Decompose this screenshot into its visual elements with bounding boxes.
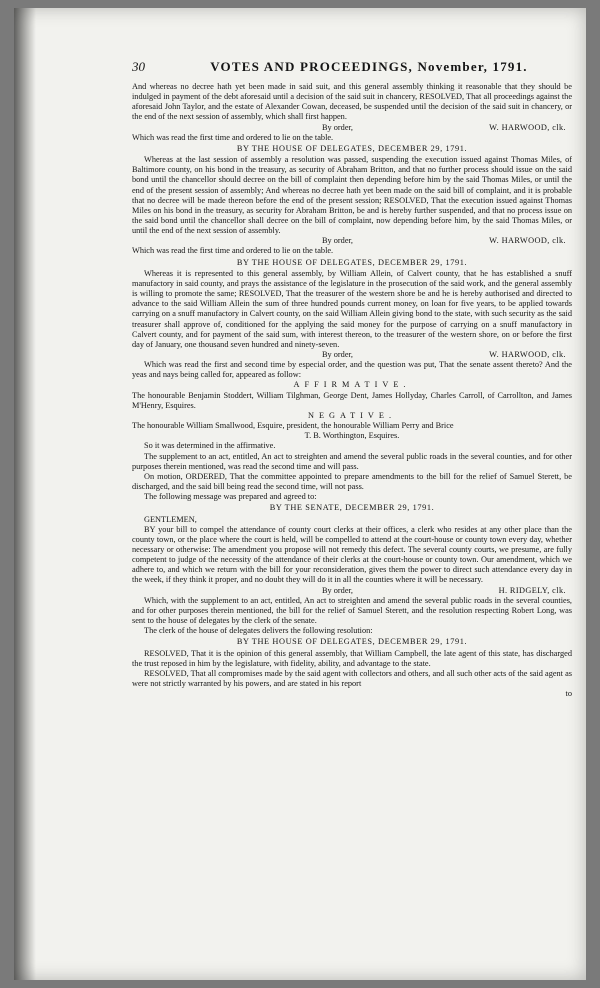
- binding-shadow: [14, 8, 36, 980]
- running-title: VOTES AND PROCEEDINGS, November, 1791.: [210, 59, 528, 74]
- paragraph: The following message was prepared and agreed to:: [144, 492, 317, 502]
- paragraph: Whereas it is represented to this general assembly, by William Allein, of Calvert county, that he has established a snuff manufactory in said county, and prays the assistance of the legislature in the prosecution of the said work, and the general assembly is willing to promote the same; RESOLVED, That the treasurer of the western shore be and he is hereby authorised and directed to advance to the said William Allein the sum of three hundred pounds current money, on loan for five years, to be applied towards carrying on a snuff manufactory in Calvert county, on the said William Allein giving bond to the state, with such security as the said treasurer shall approve of, conditioned for the applying the said money for the purpose of carrying on a snuff manufactory in Calvert county, and for payment of the said sum, with interest thereon, to the treasurer of the western shore, on or before the first day of January, one thousand seven hundred and ninety-seven.: [132, 268, 572, 349]
- catchword: to: [565, 689, 572, 699]
- paragraph: Which, with the supplement to an act, entitled, An act to streighten and amend the several public roads in the several counties, and for other purposes therein mentioned, the bill for the relief of Samuel Sterett, and the resolution respecting Robert Long, was sent to the house of delegates by the clerk of the senate.: [132, 595, 572, 626]
- paragraph: And whereas no decree hath yet been made in said suit, and this general assembly thinking it reasonable that they should be indulged in payment of the debt aforesaid until a decision of the said suit in chancery, RESOLVED, That all proceedings against the aforesaid John Taylor, and the estate of Alexander Cowan, deceased, be suspended until the decision of the said suit in chancery, or the end of the next session of assembly, which shall first happen.: [132, 82, 572, 122]
- signature-line: [132, 123, 572, 133]
- by-order: By order,: [322, 122, 354, 132]
- salutation: GENTLEMEN,: [144, 514, 197, 524]
- affirmative-list: The honourable Benjamin Stoddert, William Tilghman, George Dent, James Hollyday, Charles Carroll, of Carrollton, and James M'Henry, Esquires.: [132, 390, 572, 410]
- page-header: [132, 59, 572, 80]
- negative-list-continued: T. B. Worthington, Esquires.: [304, 431, 400, 441]
- negative-list: The honourable William Smallwood, Esquire, president, the honourable William Perry and Brice: [132, 421, 454, 431]
- paragraph: Whereas at the last session of assembly a resolution was passed, suspending the execution issued against Thomas Miles, of Baltimore county, on his bond in the treasury, as security of Abraham Britton, and that no further process should issue on the said bond until the chancellor should decree on the bill of complaint then depending before him by the said Thomas Miles, or until the end of the present session of assembly; And whereas no decree hath yet been made on the said bill of complaint, and it is probable that no decree will be made thereon before the end of the present session; RESOLVED, That the execution issued against Thomas Miles on his bond in the treasury, as security for Abraham Britton, be and is hereby further suspended, and that no process issue on the said bond until the chancellor shall decree on the bill of complaint, now depending before him, by the said Thomas Miles, or until the end of the next session of assembly.: [132, 155, 572, 236]
- clerk-signature: W. HARWOOD, clk.: [489, 122, 566, 132]
- dateline: BY THE SENATE, DECEMBER 29, 1791.: [269, 503, 435, 513]
- clerk-signature: W. HARWOOD, clk.: [489, 236, 566, 246]
- paragraph: Which was read the first time and ordered to lie on the table.: [132, 246, 334, 256]
- page-number: 30: [132, 59, 145, 74]
- signature-line: [132, 586, 572, 596]
- paragraph: The supplement to an act, entitled, An act to streighten and amend the several public roads in the several counties, and for other purposes therein mentioned, was read the second time and will pass.: [132, 451, 572, 471]
- by-order: By order,: [322, 236, 354, 246]
- paragraph: RESOLVED, That it is the opinion of this general assembly, that William Campbell, the late agent of this state, has discharged the trust reposed in him by the legislature, with fidelity, ability, and advantage to the state.: [132, 648, 572, 668]
- paragraph: So it was determined in the affirmative.: [144, 441, 276, 451]
- signature-line: [132, 350, 572, 360]
- dateline: BY THE HOUSE OF DELEGATES, DECEMBER 29, 1791.: [236, 257, 468, 267]
- paragraph: The clerk of the house of delegates delivers the following resolution:: [144, 626, 373, 636]
- negative-heading: NEGATIVE.: [307, 410, 397, 420]
- signature-line: [132, 236, 572, 246]
- affirmative-heading: AFFIRMATIVE.: [293, 380, 411, 390]
- paragraph: Which was read the first time and ordered to lie on the table.: [132, 132, 334, 142]
- paragraph: BY your bill to compel the attendance of county court clerks at their offices, a clerk who resides at any other place than the county town, or the place where the court is held, will be compelled to attend at the court-house or county town every day, whether necessary or otherwise: The amendment you propose will not remedy this defect. The several county courts, we presume, are fully competent to judge of the necessity of the attendance of their clerks at the court-house or county town. Our amendment, which we adhere to, and which we return with the bill for your reconsideration, gives them the power to direct such attendance every day in the week, if they think it proper, and no doubt they will do it in all the counties where it will be necessary.: [132, 524, 572, 585]
- paragraph: On motion, ORDERED, That the committee appointed to prepare amendments to the bill for the relief of Samuel Sterett, be discharged, and the said bill being read the second time, will not pass.: [132, 471, 572, 492]
- dateline: BY THE HOUSE OF DELEGATES, DECEMBER 29, 1791.: [236, 637, 468, 647]
- dateline: BY THE HOUSE OF DELEGATES, DECEMBER 29, 1791.: [236, 143, 468, 153]
- paragraph: RESOLVED, That all compromises made by the said agent with collectors and others, and all such other acts of the said agent as were not strictly warranted by his powers, and are stated in his report: [132, 668, 572, 688]
- page-content: [132, 59, 572, 699]
- by-order: By order,: [322, 585, 354, 595]
- clerk-signature: H. RIDGELY, clk.: [498, 585, 566, 595]
- document-page: [14, 8, 586, 980]
- by-order: By order,: [322, 350, 354, 360]
- clerk-signature: W. HARWOOD, clk.: [489, 350, 566, 360]
- paragraph: Which was read the first and second time by especial order, and the question was put, That the senate assent thereto? And the yeas and nays being called for, appeared as follow:: [132, 360, 572, 380]
